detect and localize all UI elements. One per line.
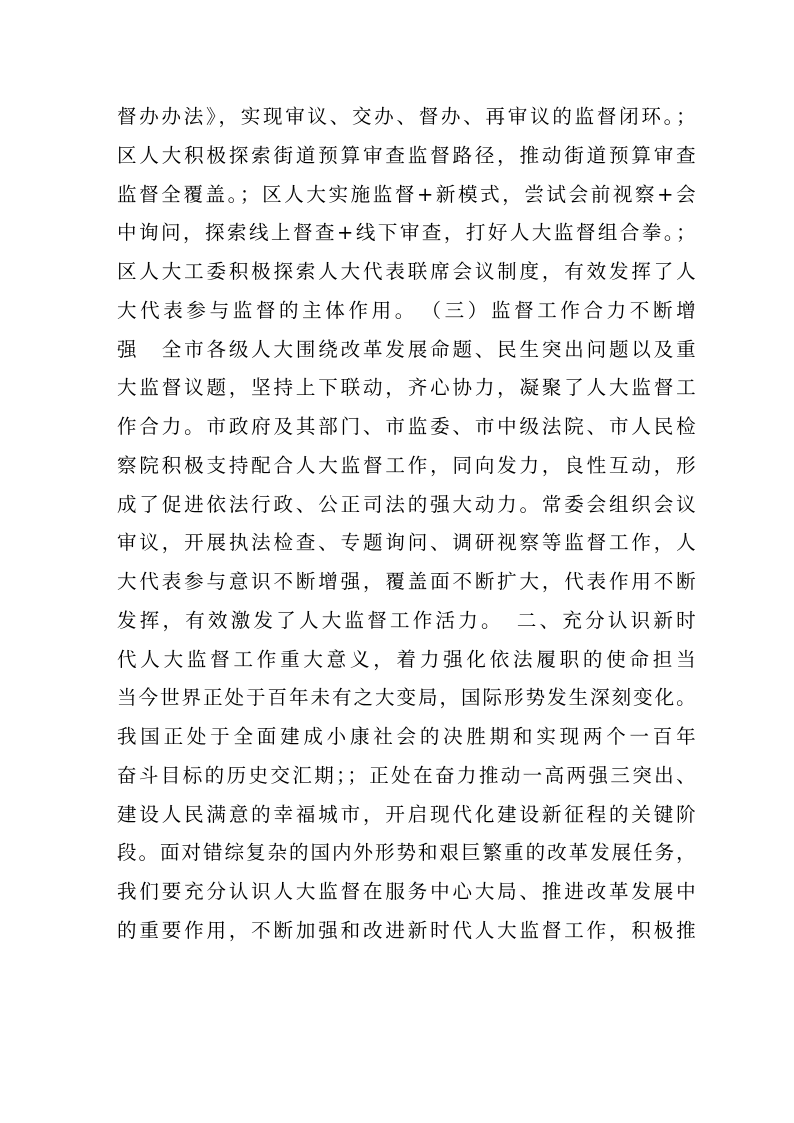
text-line: 当今世界正处于百年未有之大变局，国际形势发生深刻变化。 <box>117 686 697 710</box>
text-line: 作合力。市政府及其部门、市监委、市中级法院、市人民检 <box>117 415 697 438</box>
text-line: 督办办法》，实现审议、交办、督办、再审议的监督闭环。； <box>117 105 697 128</box>
text-line: 奋斗目标的历史交汇期；；正处在奋力推动一高两强三突出、 <box>117 763 697 787</box>
text-line: 审议，开展执法检查、专题询问、调研视察等监督工作，人 <box>117 531 697 555</box>
text-line: 监督全覆盖。；区人大实施监督+新模式，尝试会前视察+会 <box>117 182 697 206</box>
text-line: 中询问，探索线上督查+线下审查，打好人大监督组合拳。； <box>117 221 697 245</box>
text-line: 代人大监督工作重大意义，着力强化依法履职的使命担当 <box>117 647 697 671</box>
text-line: 的重要作用，不断加强和改进新时代人大监督工作，积极推 <box>117 918 697 942</box>
text-line: 成了促进依法行政、公正司法的强大动力。常委会组织会议 <box>117 492 697 516</box>
text-line: 段。面对错综复杂的国内外形势和艰巨繁重的改革发展任务， <box>117 841 697 865</box>
text-line: 强 全市各级人大围绕改革发展命题、民生突出问题以及重 <box>117 337 697 361</box>
text-line: 我国正处于全面建成小康社会的决胜期和实现两个一百年 <box>117 725 697 748</box>
text-line: 大监督议题，坚持上下联动，齐心协力，凝聚了人大监督工 <box>117 376 697 400</box>
text-line: 我们要充分认识人大监督在服务中心大局、推进改革发展中 <box>117 880 697 903</box>
body-text <box>117 98 697 951</box>
text-line: 大代表参与意识不断增强，覆盖面不断扩大，代表作用不断 <box>117 570 697 593</box>
text-line: 大代表参与监督的主体作用。 （三）监督工作合力不断增 <box>117 298 697 322</box>
text-line: 察院积极支持配合人大监督工作，同向发力，良性互动，形 <box>117 453 697 477</box>
text-line: 区人大工委积极探索人大代表联席会议制度，有效发挥了人 <box>117 260 697 283</box>
text-line: 发挥，有效激发了人大监督工作活力。 二、充分认识新时 <box>117 608 697 632</box>
text-line: 区人大积极探索街道预算审查监督路径，推动街道预算审查 <box>117 143 697 167</box>
text-line: 建设人民满意的幸福城市，开启现代化建设新征程的关键阶 <box>117 802 697 826</box>
